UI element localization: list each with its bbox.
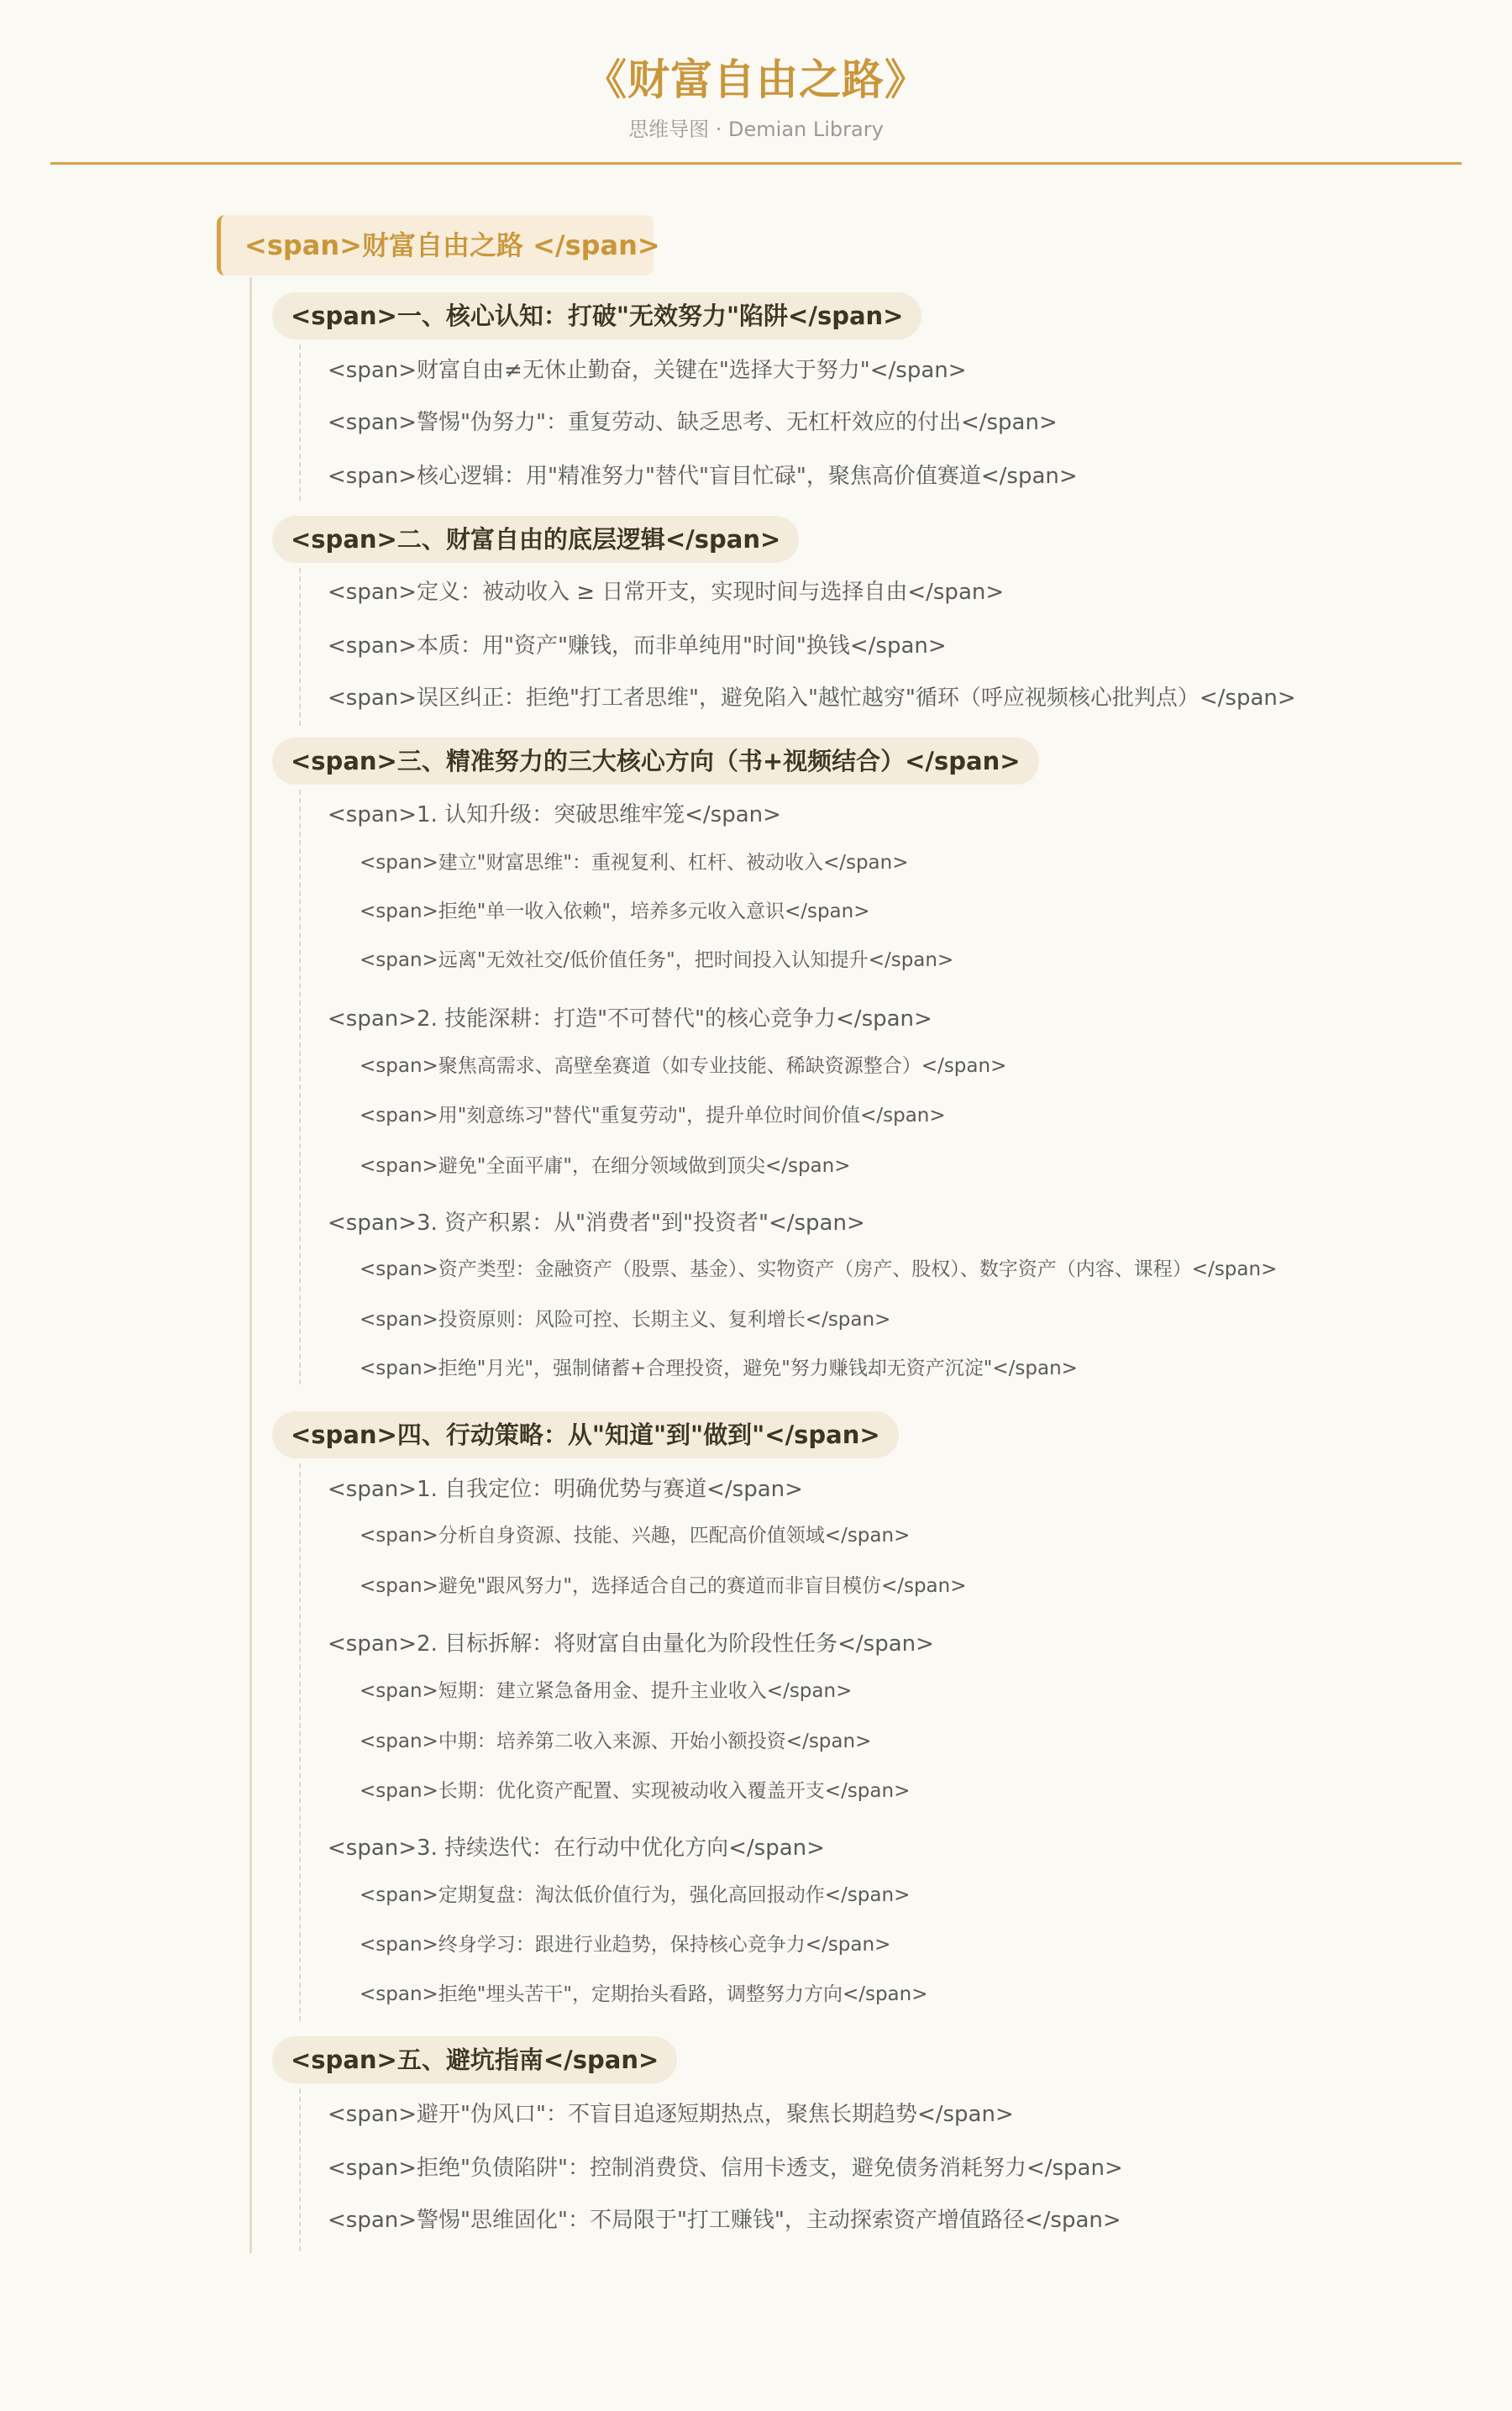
branch-2-item: <span>定义：被动收入 ≥ 日常开支，实现时间与选择自由</span> [328,580,1005,605]
branch-3-connector [299,790,301,1384]
page-header [0,0,1512,143]
mindmap-root-node: <span>财富自由之路 </span> [217,215,654,276]
branch-3-detail: <span>资产类型：金融资产（股票、基金）、实物资产（房产、股权）、数字资产（内容、课程）</span> [360,1258,1278,1280]
branch-1-item: <span>警惕"伪努力"：重复劳动、缺乏思考、无杠杆效应的付出</span> [328,410,1058,435]
branch-2-connector [299,568,301,726]
branch-3-detail: <span>用"刻意练习"替代"重复劳动"，提升单位时间价值</span> [360,1105,946,1127]
branch-3-subtopic-2: <span>2. 技能深耕：打造"不可替代"的核心竞争力</span> [328,1006,932,1032]
branch-3-subtopic-3: <span>3. 资产积累：从"消费者"到"投资者"</span> [328,1211,865,1236]
branch-node-4: <span>四、行动策略：从"知道"到"做到"</span> [272,1411,899,1458]
branch-5-item: <span>警惕"思维固化"：不局限于"打工赚钱"，主动探索资产增值路径</span> [328,2208,1121,2233]
branch-node-5: <span>五、避坑指南</span> [272,2036,677,2083]
branch-1-item: <span>核心逻辑：用"精准努力"替代"盲目忙碌"，聚焦高价值赛道</span> [328,464,1078,489]
branch-4-subtopic-3: <span>3. 持续迭代：在行动中优化方向</span> [328,1836,825,1861]
branch-4-detail: <span>终身学习：跟进行业趋势，保持核心竞争力</span> [360,1934,891,1956]
branch-5-item: <span>避开"伪风口"：不盲目追逐短期热点，聚焦长期趋势</span> [328,2102,1014,2127]
branch-4-detail: <span>中期：培养第二收入来源、开始小额投资</span> [360,1731,872,1752]
branch-1-item: <span>财富自由≠无休止勤奋，关键在"选择大于努力"</span> [328,358,967,383]
branch-3-detail: <span>避免"全面平庸"，在细分领域做到顶尖</span> [360,1155,851,1177]
mindmap-trunk-line [249,277,252,2253]
branch-4-connector [299,1463,301,2021]
branch-4-detail: <span>拒绝"埋头苦干"，定期抬头看路，调整努力方向</span> [360,1983,928,2005]
branch-node-2: <span>二、财富自由的底层逻辑</span> [272,516,799,563]
branch-node-1: <span>一、核心认知：打破"无效努力"陷阱</span> [272,292,921,339]
branch-3-subtopic-1: <span>1. 认知升级：突破思维牢笼</span> [328,802,781,827]
branch-4-detail: <span>定期复盘：淘汰低价值行为，强化高回报动作</span> [360,1884,911,1906]
branch-4-detail: <span>长期：优化资产配置、实现被动收入覆盖开支</span> [360,1780,911,1802]
branch-3-detail: <span>投资原则：风险可控、长期主义、复利增长</span> [360,1309,891,1331]
page-subtitle: 思维导图 · Demian Library [628,118,884,141]
branch-node-3: <span>三、精准努力的三大核心方向（书+视频结合）</span> [272,738,1039,785]
branch-3-detail: <span>建立"财富思维"：重视复利、杠杆、被动收入</span> [360,852,909,874]
branch-3-detail: <span>拒绝"单一收入依赖"，培养多元收入意识</span> [360,901,870,922]
branch-4-subtopic-2: <span>2. 目标拆解：将财富自由量化为阶段性任务</span> [328,1631,934,1657]
branch-3-detail: <span>聚焦高需求、高壁垒赛道（如专业技能、稀缺资源整合）</span> [360,1055,1007,1077]
header-divider [50,162,1462,165]
branch-5-connector [299,2088,301,2251]
branch-5-item: <span>拒绝"负债陷阱"：控制消费贷、信用卡透支，避免债务消耗努力</span> [328,2156,1123,2181]
branch-3-detail: <span>远离"无效社交/低价值任务"，把时间投入认知提升</span> [360,949,954,971]
page-title: 《财富自由之路》 [585,55,927,104]
branch-4-detail: <span>避免"跟风努力"，选择适合自己的赛道而非盲目模仿</span> [360,1575,967,1597]
branch-4-subtopic-1: <span>1. 自我定位：明确优势与赛道</span> [328,1477,803,1502]
branch-1-connector [299,344,301,501]
branch-3-detail: <span>拒绝"月光"，强制储蓄+合理投资，避免"努力赚钱却无资产沉淀"</span> [360,1358,1078,1379]
branch-2-item: <span>本质：用"资产"赚钱，而非单纯用"时间"换钱</span> [328,633,947,659]
branch-4-detail: <span>短期：建立紧急备用金、提升主业收入</span> [360,1680,853,1702]
branch-4-detail: <span>分析自身资源、技能、兴趣，匹配高价值领域</span> [360,1525,911,1547]
branch-2-item: <span>误区纠正：拒绝"打工者思维"，避免陷入"越忙越穷"循环（呼应视频核心批判点）</span> [328,685,1296,711]
